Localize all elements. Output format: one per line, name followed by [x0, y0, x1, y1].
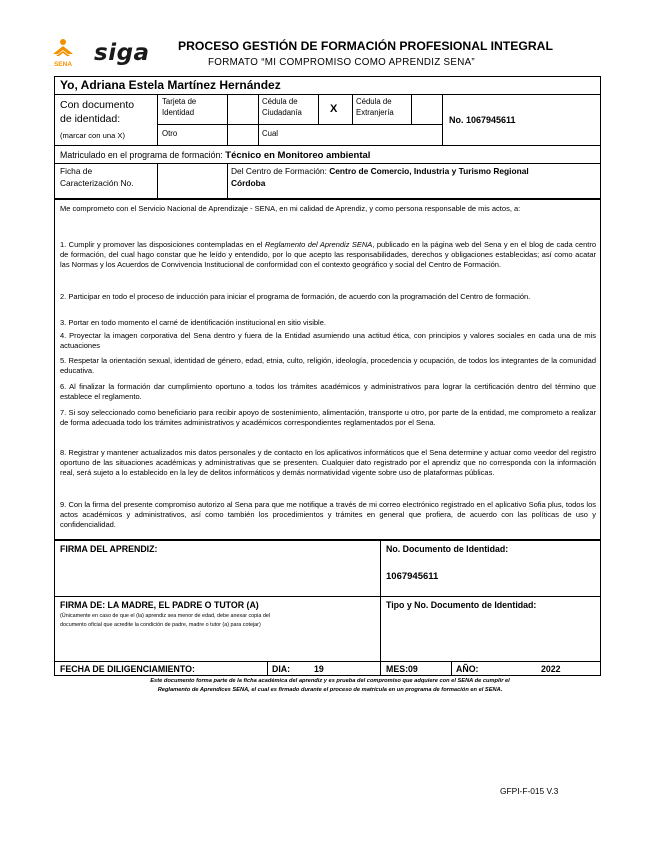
commitment-item-5: 5. Respetar la orientación sexual, identidad de género, edad, etnia, culto, religión, ideología, procedencia y ocupación, de todos los integrantes de la comunidad educativa.	[60, 356, 596, 375]
commitment-item-2: 2. Participar en todo el proceso de inducción para iniciar el programa de formación, de acuerdo con la programación del Centro de formación.	[60, 292, 531, 301]
footer-note-line-2: Reglamento de Aprendices SENA, el cual es firmado durante el proceso de matrícula en un programa de formación en el SENA.	[157, 687, 503, 694]
siga-logo: siga	[94, 40, 150, 66]
documento-value: 1067945611	[386, 571, 439, 582]
centro-formacion	[231, 166, 529, 177]
tutor-note: (Únicamente en caso de que el (la) aprendiz sea menor de edad, debe anexar copia del	[60, 613, 271, 619]
cedula-ciudadania-label-2: Ciudadanía	[262, 108, 302, 117]
mes-value: 09	[408, 664, 418, 674]
footer-note-line-1: Este documento forma parte de la ficha académica del aprendiz y es prueba del compromiso que adquiere con el SENA de cumplir el	[150, 678, 510, 684]
program-value: Técnico en Monitoreo ambiental	[225, 150, 371, 161]
centro-label: Del Centro de Formación:	[231, 166, 327, 176]
documento-label: No. Documento de Identidad:	[386, 544, 509, 554]
doc-label: Con documento	[60, 99, 135, 111]
commitment-item-7: 7. Si soy seleccionado como beneficiario para recibir apoyo de sostenimiento, alimentación, transporte u otro, por parte de la entidad, me comprometo a realizar de forma adecuada todo los trámites administrativos y académicos correspondientes reglamentados por el Sena.	[60, 408, 596, 427]
commitment-item-6: 6. Al finalizar la formación dar cumplimiento oportuno a todos los trámites académicos y administrativos para lograr la certificación dentro del término que establece el reglamento.	[60, 382, 596, 401]
tarjeta-label-2: Identidad	[162, 108, 195, 117]
ficha-label: Ficha de	[60, 166, 93, 176]
commitment-item-1	[60, 240, 596, 270]
commitment-item-9: 9. Con la firma del presente compromiso autorizo al Sena para que me notifique a través de mi correo electrónico registrado en el aplicativo Sofia plus, todos los actos académicos y administrativos, así como también los procedimientos y trámites en general que profiera, de acuerdo con las políticas de uso y confidencialidad.	[60, 500, 596, 529]
commitment-item-8: 8. Registrar y mantener actualizados mis datos personales y de contacto en los aplicativos informáticos que el Sena determine y actuar como veedor del registro oportuno de las situaciones académicas y administrativas que se presenten. Cualquier dato registrado por el aprendiz que no corresponda con la información real, será sujeto a lo establecido en la ley de delitos informáticos y demás normatividad vigente sobre uso de plataformas públicas.	[60, 448, 596, 477]
reglamento-link-text: Reglamento del Aprendiz SENA	[264, 240, 373, 249]
otro-label: Otro	[162, 129, 178, 138]
ficha-label-2: Caracterización No.	[60, 178, 134, 188]
cual-label: Cual	[262, 129, 279, 138]
cedula-extranjeria-label: Cédula de	[356, 97, 392, 106]
cedula-extranjeria-label-2: Extranjería	[356, 108, 394, 117]
centro-value-2: Córdoba	[231, 178, 266, 188]
sena-logo-text: SENA	[53, 61, 73, 68]
aprendiz-name: Yo, Adriana Estela Martínez Hernández	[60, 78, 281, 92]
commitment-intro: Me comprometo con el Servicio Nacional de Aprendizaje - SENA, en mi calidad de Aprendiz, y como persona responsable de mis actos, a:	[60, 204, 521, 213]
ano-value: 2022	[541, 664, 561, 674]
document-subtitle: FORMATO “MI COMPROMISO COMO APRENDIZ SENA”	[208, 57, 475, 68]
tipo-documento-label: Tipo y No. Documento de Identidad:	[386, 600, 537, 610]
doc-type-mark: X	[330, 103, 338, 115]
dia-label: DIA:	[272, 664, 291, 674]
ano-label: AÑO:	[456, 664, 479, 674]
footer-note	[80, 677, 580, 696]
tutor-note-2: documento oficial que acredite la condición de padre, madre o tutor (a) para cotejar)	[60, 622, 261, 628]
centro-value: Centro de Comercio, Industria y Turismo Regional	[329, 166, 529, 176]
doc-number: No. 1067945611	[449, 115, 516, 125]
cedula-ciudadania-label: Cédula de	[262, 97, 298, 106]
commitment-item-4: 4. Proyectar la imagen corporativa del Sena dentro y fuera de la Entidad asumiendo una actitud ética, con principios y valores sociales en cada una de mis actuaciones	[60, 331, 596, 350]
tarjeta-label: Tarjeta de	[162, 97, 197, 106]
item1-pre: 1. Cumplir y promover las disposiciones contempladas en el	[60, 240, 265, 249]
form-code: GFPI-F-015 V.3	[500, 786, 559, 796]
commitment-item-3: 3. Portar en todo momento el carné de identificación institucional en sitio visible.	[60, 318, 326, 327]
mes-label: MES:	[386, 664, 408, 674]
document-title: PROCESO GESTIÓN DE FORMACIÓN PROFESIONAL INTEGRAL	[178, 39, 553, 53]
program-label	[60, 150, 370, 162]
doc-label-2: de identidad:	[60, 113, 121, 125]
program-label-text: Matriculado en el programa de formación:	[60, 150, 223, 160]
dia-value: 19	[314, 664, 324, 674]
fecha-label: FECHA DE DILIGENCIAMIENTO:	[60, 664, 195, 674]
firma-aprendiz-label: FIRMA DEL APRENDIZ:	[60, 544, 158, 554]
sena-logo	[50, 38, 76, 68]
item1-post: , publicado en la página web del Sena y en el blog de cada centro de formación, del cual hago constar que he leído y entendido, por lo que acepto las responsabilidades, derechos y obligaciones establecidas; así como acatar las Normas y los Acuerdos de Convivencia Institucional de conformidad con el contexto geográfico y social del Centro de Formación.	[60, 240, 596, 269]
doc-instruction: (marcar con una X)	[60, 131, 125, 140]
firma-tutor-label: FIRMA DE: LA MADRE, EL PADRE O TUTOR (A)	[60, 600, 259, 610]
